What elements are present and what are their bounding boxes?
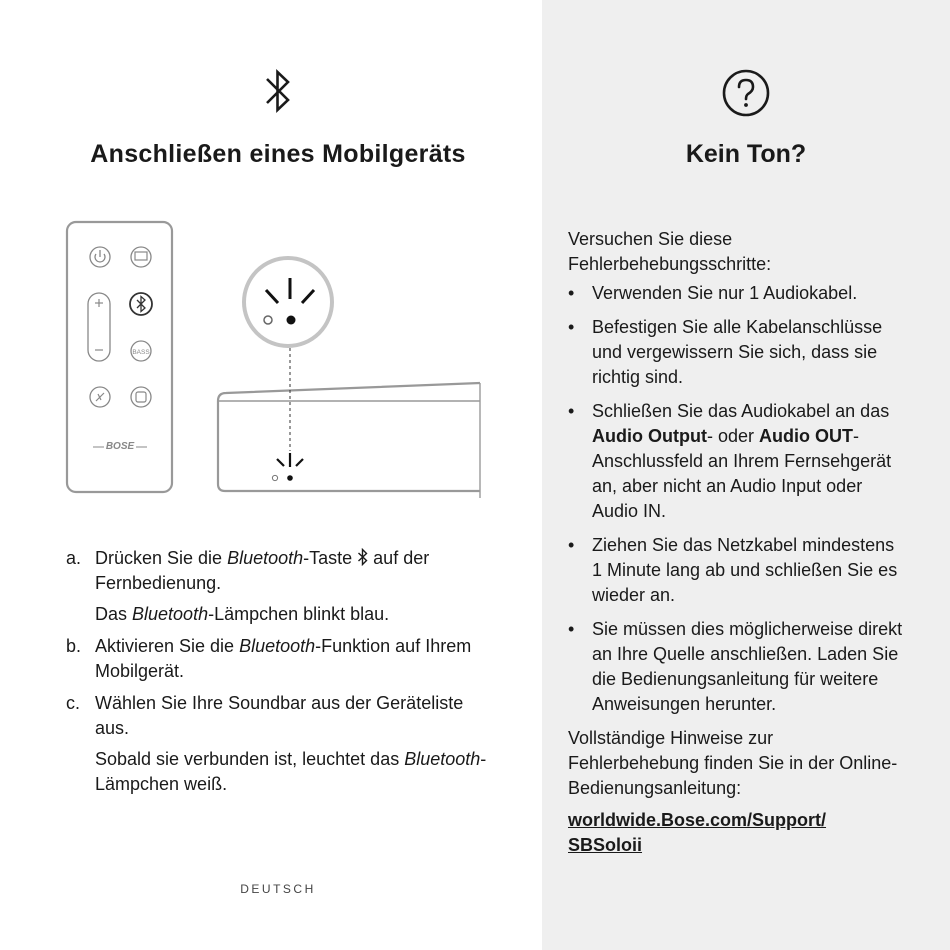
step-text: Wählen Sie Ihre Soundbar aus der Geräteliste aus. xyxy=(95,693,464,738)
step-result: Das Bluetooth-Lämpchen blinkt blau. xyxy=(95,604,390,624)
bass-label: BASS xyxy=(132,349,150,356)
list-item: • Ziehen Sie das Netzkabel mindestens 1 Minute lang ab und schließen Sie es wieder an. xyxy=(568,535,898,605)
troubleshooting-text xyxy=(568,227,908,858)
guide-reference: Vollständige Hinweise zur Fehlerbehebung finden Sie in der Online-Bedienungsanleitung: xyxy=(568,728,898,798)
list-item: • Befestigen Sie alle Kabelanschlüsse und vergewissern Sie sich, dass sie richtig sind. xyxy=(568,317,883,387)
section-title-connect: Anschließen eines Mobilgeräts xyxy=(90,140,466,168)
status-light-zoom xyxy=(244,258,332,346)
connect-steps xyxy=(66,546,496,804)
remote-logo: BOSE xyxy=(105,441,135,452)
list-item: • Sie müssen dies möglicherweise direkt an Ihre Quelle anschließen. Laden Sie die Bedienungsanleitung für weitere Anweisungen herunter. xyxy=(568,619,903,714)
step-a xyxy=(66,546,496,627)
soundbar xyxy=(218,383,480,498)
troubleshooting-intro: Versuchen Sie diese Fehlerbehebungsschritte: xyxy=(568,229,772,274)
illustration-remote-soundbar xyxy=(60,215,490,505)
step-text: Drücken Sie die Bluetooth-Taste auf der Fernbedienung. xyxy=(95,548,430,593)
bluetooth-icon xyxy=(357,548,368,566)
troubleshooting-list xyxy=(568,281,908,717)
language-footer: DEUTSCH xyxy=(240,882,316,896)
step-b xyxy=(66,634,496,684)
list-item: • Verwenden Sie nur 1 Audiokabel. xyxy=(568,283,858,303)
bluetooth-icon xyxy=(262,66,294,116)
step-marker: a. xyxy=(66,548,82,568)
step-marker: c. xyxy=(66,693,81,713)
section-title-no-sound: Kein Ton? xyxy=(685,140,807,168)
question-circle-icon xyxy=(721,68,771,118)
step-c xyxy=(66,691,496,797)
list-item: • Schließen Sie das Audiokabel an das Audio Output- oder Audio OUT-Anschlussfeld an Ihrem Fernsehgerät an, aber nicht an Audio Input oder Audio IN. xyxy=(568,401,892,521)
remote-control xyxy=(67,222,172,492)
step-result: Sobald sie verbunden ist, leuchtet das Bluetooth-Lämpchen weiß. xyxy=(95,749,487,794)
support-link[interactable]: worldwide.Bose.com/Support/ SBSoloii xyxy=(568,810,827,855)
step-text: Aktivieren Sie die Bluetooth-Funktion auf Ihrem Mobilgerät. xyxy=(95,636,472,681)
step-marker: b. xyxy=(66,636,82,656)
